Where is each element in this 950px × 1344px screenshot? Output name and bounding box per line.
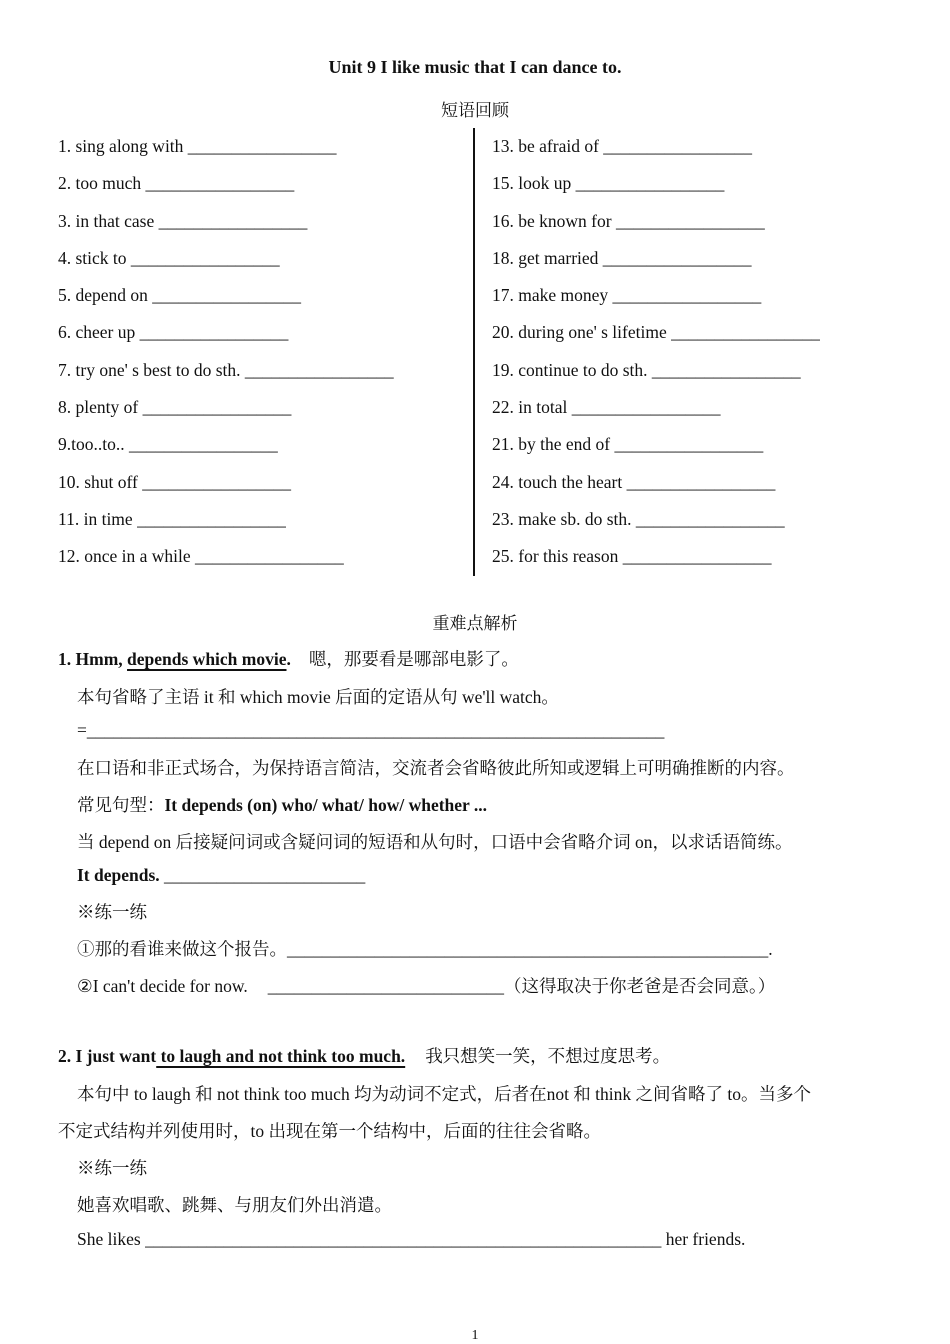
phrase-text: 11. in time bbox=[58, 508, 133, 529]
answer-blank: _________________ bbox=[622, 546, 772, 567]
point1-note: 本句省略了主语 it 和 which movie 后面的定语从句 we'll watch。 bbox=[77, 687, 559, 707]
phrase-row bbox=[58, 507, 394, 544]
phrase-row bbox=[58, 320, 394, 357]
point1-it-depends bbox=[77, 865, 365, 886]
phrase-row bbox=[58, 470, 394, 507]
phrase-row bbox=[492, 246, 820, 283]
phrase-text: 8. plenty of bbox=[58, 397, 139, 418]
phrase-row bbox=[492, 209, 820, 246]
answer-blank: _________________ bbox=[612, 285, 762, 306]
point1-exercise-2 bbox=[77, 973, 775, 998]
analysis-section-title: 重难点解析 bbox=[432, 614, 518, 633]
phrase-row bbox=[492, 544, 820, 581]
answer-blank: _________________ bbox=[614, 434, 764, 455]
answer-blank: _________________ bbox=[195, 546, 344, 567]
point2-highlight: to laugh and not think too much. bbox=[156, 1046, 406, 1066]
phrase-text: 9.too..to.. bbox=[58, 434, 125, 455]
answer-blank: _________________ bbox=[602, 247, 752, 268]
phrase-text: 23. make sb. do sth. bbox=[492, 508, 632, 529]
answer-blank: ___________________________ bbox=[267, 976, 505, 996]
point2-note-line2: 不定式结构并列使用时，to 出现在第一个结构中，后面的往往会省略。 bbox=[58, 1121, 601, 1141]
phrase-row bbox=[58, 246, 394, 283]
phrase-row bbox=[492, 507, 820, 544]
phrase-row bbox=[58, 209, 394, 246]
answer-blank: _________________ bbox=[603, 136, 753, 156]
phrase-text: 12. once in a while bbox=[58, 546, 191, 567]
phrase-text: 5. depend on bbox=[58, 285, 148, 306]
phrase-text: 18. get married bbox=[492, 247, 599, 268]
pattern-text: It depends (on) who/ what/ how/ whether ... bbox=[164, 795, 487, 815]
point2-heading bbox=[58, 1043, 670, 1068]
exercise-text: ①那的看谁来做这个报告。 bbox=[77, 939, 287, 959]
point1-highlight: depends which movie bbox=[127, 649, 287, 669]
point2-note-line1: 本句中 to laugh 和 not think too much 均为动词不定式，后者在not 和 think 之间省略了 to。当多个 bbox=[77, 1084, 812, 1104]
exercise-hint: （这得取决于你老爸是否会同意。） bbox=[504, 976, 776, 996]
page-number: 1 bbox=[471, 1328, 479, 1343]
exercise-end: her friends. bbox=[665, 1229, 746, 1249]
phrase-text: 3. in that case bbox=[58, 210, 155, 231]
phrase-row bbox=[58, 544, 394, 581]
answer-blank: _________________ bbox=[244, 359, 394, 380]
answer-blank: _______________________ bbox=[164, 865, 366, 885]
point1-pattern bbox=[77, 792, 487, 817]
phrase-row bbox=[58, 283, 394, 320]
point2-exercise-cn: 她喜欢唱歌、跳舞、与朋友们外出消遣。 bbox=[77, 1195, 392, 1215]
phrase-text: 25. for this reason bbox=[492, 546, 619, 567]
answer-blank: _________________ bbox=[145, 173, 295, 194]
exercise-start: She likes bbox=[77, 1229, 141, 1249]
answer-blank: _________________ bbox=[187, 136, 337, 156]
phrase-text: 21. by the end of bbox=[492, 434, 611, 455]
answer-blank: _________________ bbox=[635, 508, 785, 529]
phrase-text: 2. too much bbox=[58, 173, 142, 194]
phrase-row bbox=[492, 283, 820, 320]
point2-exercise-en bbox=[77, 1229, 745, 1250]
phrase-text: 15. look up bbox=[492, 173, 572, 194]
answer-blank: _________________ bbox=[575, 173, 725, 194]
phrase-row bbox=[492, 470, 820, 507]
phrase-text: 22. in total bbox=[492, 397, 568, 418]
pattern-label: 常见句型： bbox=[77, 795, 165, 815]
point2-practice-label: ※练一练 bbox=[77, 1158, 147, 1178]
phrase-text: 10. shut off bbox=[58, 471, 138, 492]
phrase-text: 4. stick to bbox=[58, 247, 127, 268]
phrase-row bbox=[492, 432, 820, 469]
phrase-text: 16. be known for bbox=[492, 210, 612, 231]
phrase-row bbox=[492, 358, 820, 395]
point1-suffix: . bbox=[286, 649, 291, 669]
point2-prefix: 2. I just want bbox=[58, 1046, 157, 1066]
point1-exercise-1 bbox=[77, 936, 773, 961]
answer-blank: _________________ bbox=[130, 247, 280, 268]
point1-rule: 当 depend on 后接疑问词或含疑问词的短语和从句时，口语中会省略介词 on，以求话语简练。 bbox=[77, 832, 793, 852]
answer-blank: ___________________________________________________________ bbox=[145, 1229, 662, 1249]
point1-equals-line: =__________________________________________________________________ bbox=[77, 720, 665, 740]
column-divider bbox=[473, 128, 475, 576]
phrase-row bbox=[58, 432, 394, 469]
phrase-list-left bbox=[58, 134, 394, 582]
phrase-row bbox=[58, 171, 394, 208]
phrase-row bbox=[58, 134, 394, 171]
point2-translation: 我只想笑一笑，不想过度思考。 bbox=[425, 1046, 671, 1066]
phrase-row bbox=[492, 171, 820, 208]
answer-blank: _________________ bbox=[139, 322, 289, 343]
phrase-row bbox=[58, 395, 394, 432]
phrase-row bbox=[58, 358, 394, 395]
phrase-section-title: 短语回顾 bbox=[441, 101, 509, 120]
answer-blank: _______________________________________________________. bbox=[287, 939, 773, 959]
phrase-text: 24. touch the heart bbox=[492, 471, 623, 492]
answer-blank: _________________ bbox=[615, 210, 765, 231]
answer-blank: _________________ bbox=[152, 285, 302, 306]
answer-blank: _________________ bbox=[142, 471, 292, 492]
phrase-text: 19. continue to do sth. bbox=[492, 359, 648, 380]
answer-blank: _________________ bbox=[128, 434, 278, 455]
phrase-row bbox=[492, 134, 820, 171]
phrase-list-right bbox=[492, 134, 820, 582]
point1-heading bbox=[58, 646, 519, 671]
phrase-row bbox=[492, 320, 820, 357]
answer-blank: _________________ bbox=[626, 471, 776, 492]
phrase-text: 6. cheer up bbox=[58, 322, 136, 343]
phrase-text: 7. try one' s best to do sth. bbox=[58, 359, 241, 380]
answer-blank: _________________ bbox=[137, 508, 286, 529]
phrase-text: 13. be afraid of bbox=[492, 136, 599, 156]
phrase-text: 1. sing along with bbox=[58, 136, 184, 156]
it-depends-text: It depends. bbox=[77, 865, 160, 885]
point1-translation: 嗯，那要看是哪部电影了。 bbox=[308, 649, 519, 669]
answer-blank: _________________ bbox=[671, 322, 820, 343]
phrase-row bbox=[492, 395, 820, 432]
phrase-text: 20. during one' s lifetime bbox=[492, 322, 667, 343]
point1-prefix: 1. Hmm, bbox=[58, 649, 128, 669]
page-title: Unit 9 I like music that I can dance to. bbox=[328, 57, 622, 77]
answer-blank: _________________ bbox=[571, 397, 721, 418]
phrase-text: 17. make money bbox=[492, 285, 609, 306]
answer-blank: _________________ bbox=[142, 397, 292, 418]
point1-explanation: 在口语和非正式场合，为保持语言简洁，交流者会省略彼此所知或逻辑上可明确推断的内容。 bbox=[77, 758, 795, 778]
answer-blank: _________________ bbox=[651, 359, 801, 380]
answer-blank: _________________ bbox=[158, 210, 308, 231]
exercise-text: ②I can't decide for now. bbox=[77, 976, 248, 996]
point1-practice-label: ※练一练 bbox=[77, 902, 147, 922]
